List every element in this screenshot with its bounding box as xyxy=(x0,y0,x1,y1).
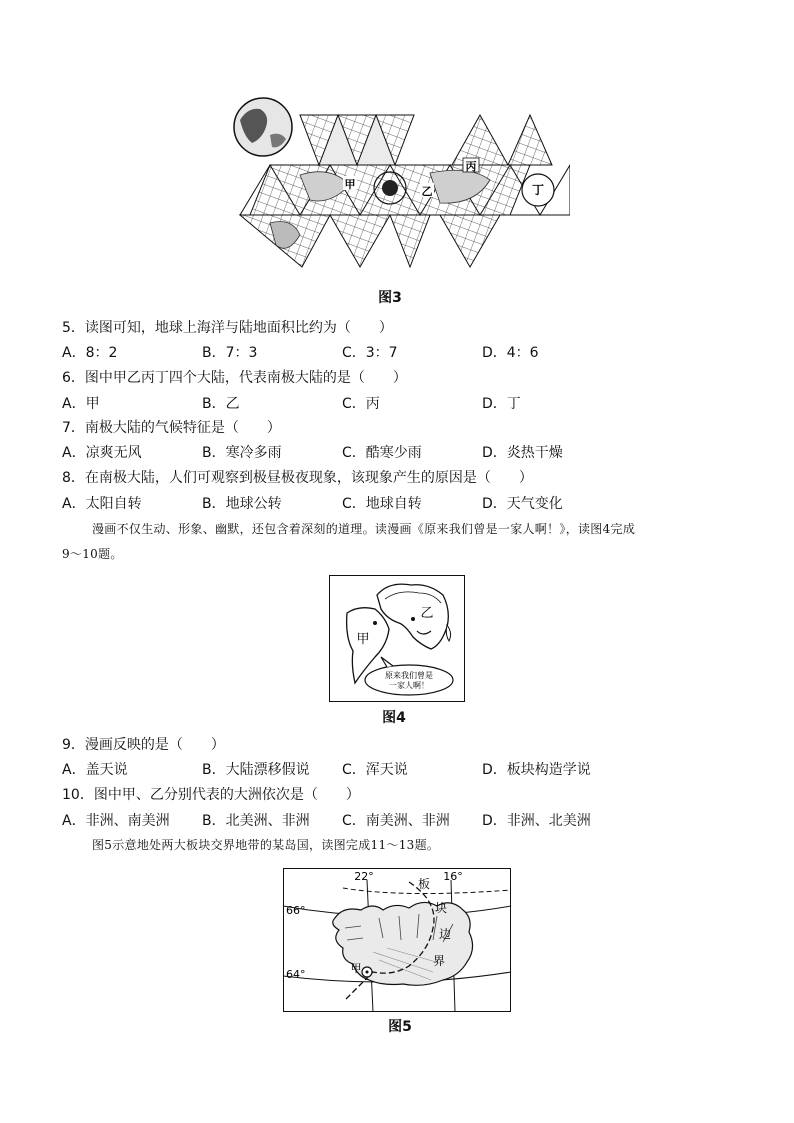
figure-5 xyxy=(283,868,511,1012)
question-9-stem: 9．漫画反映的是（ ） xyxy=(62,737,225,753)
question-5-option-c[interactable]: C．3：7 xyxy=(342,345,398,361)
question-8-option-c[interactable]: C．地球自转 xyxy=(342,496,422,512)
question-8-option-a[interactable]: A．太阳自转 xyxy=(62,496,142,512)
label-bing: 丙 xyxy=(465,160,477,173)
figure-3-caption: 图3 xyxy=(378,290,402,306)
question-7-option-b[interactable]: B．寒冷多雨 xyxy=(202,445,282,461)
question-10-option-b[interactable]: B．北美洲、非洲 xyxy=(202,813,310,829)
question-5-option-a[interactable]: A．8：2 xyxy=(62,345,118,361)
latitude-label-64: 64° xyxy=(286,968,306,981)
question-9-option-c[interactable]: C．浑天说 xyxy=(342,762,408,778)
speech-bubble-line2: 一家人啊！ xyxy=(389,681,429,690)
question-7-option-d[interactable]: D．炎热干燥 xyxy=(482,445,563,461)
question-7-stem: 7．南极大陆的气候特征是（ ） xyxy=(62,420,281,436)
question-5-option-d[interactable]: D．4：6 xyxy=(482,345,539,361)
island-plate-boundary-map-image xyxy=(283,868,511,1012)
question-10-stem: 10．图中甲、乙分别代表的大洲依次是（ ） xyxy=(62,787,360,803)
question-7-option-c[interactable]: C．酷寒少雨 xyxy=(342,445,422,461)
question-8-stem: 8．在南极大陆，人们可观察到极昼极夜现象，该现象产生的原因是（ ） xyxy=(62,470,533,486)
continental-drift-comic-image xyxy=(329,575,465,702)
comic-label-jia: 甲 xyxy=(356,632,370,647)
question-9-option-a[interactable]: A．盖天说 xyxy=(62,762,128,778)
question-6-option-a[interactable]: A．甲 xyxy=(62,396,100,412)
label-yi: 乙 xyxy=(421,185,433,198)
longitude-label-16: 16° xyxy=(443,870,463,883)
question-5-stem: 5．读图可知，地球上海洋与陆地面积比约为（ ） xyxy=(62,320,393,336)
question-9-option-b[interactable]: B．大陆漂移假说 xyxy=(202,762,310,778)
question-6-option-c[interactable]: C．丙 xyxy=(342,396,380,412)
question-10-option-d[interactable]: D．非洲、北美洲 xyxy=(482,813,591,829)
question-10-option-c[interactable]: C．南美洲、非洲 xyxy=(342,813,450,829)
intro-comic-line1: 漫画不仅生动、形象、幽默，还包含着深刻的道理。读漫画《原来我们曾是一家人啊！》，读图4完成 xyxy=(92,522,636,536)
longitude-label-22: 22° xyxy=(354,870,374,883)
boundary-char-2: 块 xyxy=(434,901,448,915)
speech-bubble-line1: 原来我们曾是 xyxy=(385,671,433,680)
latitude-label-66: 66° xyxy=(286,904,306,917)
world-map-icosahedron-image xyxy=(230,95,570,270)
question-7-option-a[interactable]: A．凉爽无风 xyxy=(62,445,142,461)
boundary-char-1: 板 xyxy=(417,877,431,891)
question-9-option-d[interactable]: D．板块构造学说 xyxy=(482,762,591,778)
figure-5-caption: 图5 xyxy=(388,1019,412,1035)
boundary-char-3: 边 xyxy=(438,927,452,941)
boundary-char-4: 界 xyxy=(432,954,446,968)
question-6-option-b[interactable]: B．乙 xyxy=(202,396,240,412)
intro-figure-5: 图5示意地处两大板块交界地带的某岛国，读图完成11～13题。 xyxy=(92,838,440,852)
figure-3 xyxy=(230,95,570,270)
question-6-stem: 6．图中甲乙丙丁四个大陆，代表南极大陆的是（ ） xyxy=(62,370,407,386)
question-8-option-d[interactable]: D．天气变化 xyxy=(482,496,563,512)
point-label-jia: 甲 xyxy=(350,962,362,975)
figure-4 xyxy=(329,575,465,702)
figure-4-caption: 图4 xyxy=(382,710,406,726)
question-5-option-b[interactable]: B．7：3 xyxy=(202,345,258,361)
label-jia: 甲 xyxy=(344,178,356,191)
question-10-option-a[interactable]: A．非洲、南美洲 xyxy=(62,813,170,829)
question-6-option-d[interactable]: D．丁 xyxy=(482,396,521,412)
question-8-option-b[interactable]: B．地球公转 xyxy=(202,496,282,512)
intro-comic-line2: 9～10题。 xyxy=(62,547,123,561)
label-ding: 丁 xyxy=(531,183,545,197)
comic-label-yi: 乙 xyxy=(420,606,434,621)
